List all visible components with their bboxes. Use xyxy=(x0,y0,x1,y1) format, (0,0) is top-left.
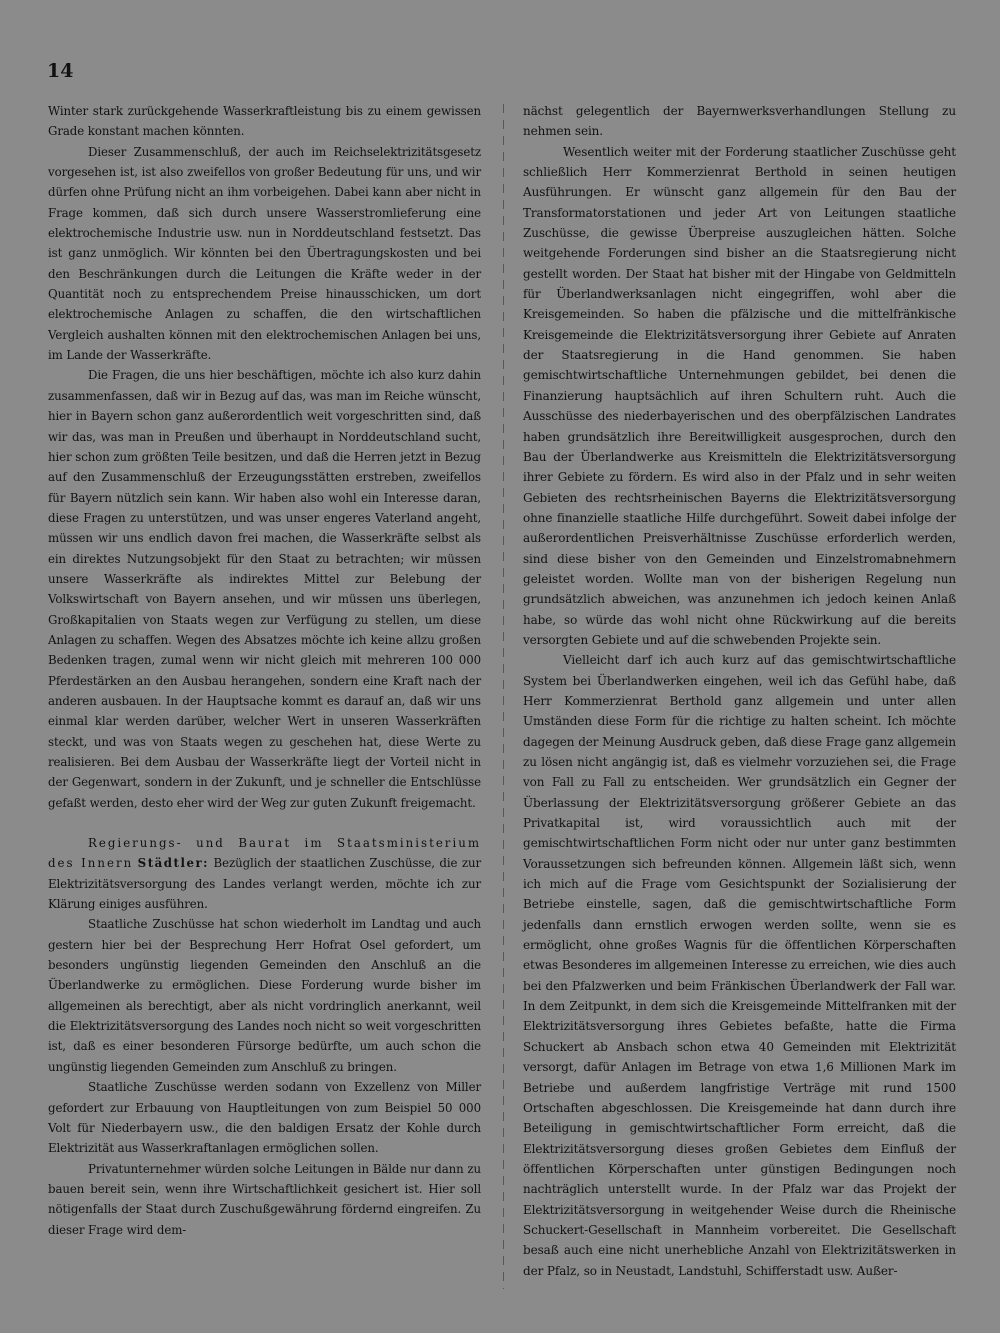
speaker-name: Städtler: xyxy=(137,856,210,871)
paragraph: nächst gelegentlich der Bayernwerksverhandlungen Stellung zu nehmen sein. xyxy=(523,104,956,139)
speaker-paragraph xyxy=(48,833,481,914)
speaker-title: Regierungs- und Baurat im Staatsministerium des Innern xyxy=(48,836,481,871)
page-number: 14 xyxy=(47,60,74,82)
left-column xyxy=(48,101,481,1240)
speaker-text: Bezüglich der staatlichen Zuschüsse, die zur Elektrizitätsversorgung des Landes verlangt werden, möchte ich zur Klärung einiges ausführen. xyxy=(48,856,481,912)
spacer xyxy=(48,813,481,833)
right-column xyxy=(523,101,956,1281)
paragraph: Wesentlich weiter mit der Forderung staatlicher Zuschüsse geht schließlich Herr Kommerzienrat Berthold in seinen heutigen Ausführungen. Er wünscht ganz allgemein für den Bau der Transformatorstationen und jeder Art von Leitungen staatliche Zuschüsse, die gewisse Überpreise auszugleichen hätten. Solche weitgehende Forderungen sind bisher an die Staatsregierung nicht gestellt worden. Der Staat hat bisher mit der Hingabe von Geldmitteln für Überlandwerksanlagen nicht eingegriffen, wohl aber die Kreisgemeinden. So haben die pfälzische und die mittelfränkische Kreisgemeinde die Elektrizitätsversorgung ihrer Gebiete auf Anraten der Staatsregierung in die Hand genommen. Sie haben gemischtwirtschaftliche Unternehmungen gebildet, bei denen die Finanzierung hauptsächlich auf ihren Schultern ruht. Auch die Ausschüsse des niederbayerischen und des oberpfälzischen Landrates haben grundsätzlich ihre Bereitwilligkeit ausgesprochen, durch den Bau der Überlandwerke aus Kreismitteln die Elektrizitätsversorgung ihrer Gebiete zu fördern. Es wird also in der Pfalz und in sehr weiten Gebieten des rechtsrheinischen Bayerns die Elektrizitätsversorgung ohne finanzielle staatliche Hilfe durchgeführt. Soweit dabei infolge der außerordentlichen Preisverhältnisse Zuschüsse erforderlich werden, sind diese bisher von den Gemeinden und Einzelstromabnehmern geleistet worden. Wollte man von der bisherigen Regelung nun grundsätzlich abweichen, was anzunehmen ich jedoch keinen Anlaß habe, so würde das wohl nicht ohne Rückwirkung auf die bereits versorgten Gebiete und auf die schwebenden Projekte sein. xyxy=(523,144,956,647)
paragraph: Staatliche Zuschüsse hat schon wiederholt im Landtag und auch gestern hier bei der Besprechung Herr Hofrat Osel gefordert, um besonders ungünstig liegenden Gemeinden den Anschluß an die Überlandwerke zu ermöglichen. Diese Forderung wurde bisher im allgemeinen als berechtigt, aber als nicht vordringlich anerkannt, weil die Elektrizitätsversorgung des Landes noch nicht so weit vorgeschritten ist, daß es einer besonderen Fürsorge bedürfte, um auch schon die ungünstig liegenden Gemeinden zum Anschluß zu bringen. xyxy=(48,917,481,1074)
paragraph: Die Fragen, die uns hier beschäftigen, möchte ich also kurz dahin zusammenfassen, daß wir in Bezug auf das, was man im Reiche wünscht, hier in Bayern schon ganz außerordentlich weit vorgeschritten sind, daß wir das, was man in Preußen und überhaupt in Norddeutschland sucht, hier schon zum größten Teile besitzen, und daß die Herren jetzt in Bezug auf den Zusammenschluß der Erzeugungsstätten erstreben, zweifellos für Bayern nützlich sein kann. Wir haben also wohl ein Interesse daran, diese Fragen zu unterstützen, und was unser engeres Vaterland angeht, müssen wir uns endlich davon frei machen, die Wasserkräfte selbst als ein direktes Nutzungsobjekt für den Staat zu betrachten; wir müssen unsere Wasserkräfte als indirektes Mittel zur Belebung der Volkswirtschaft von Bayern ansehen, und wir müssen uns überlegen, Großkapitalien von Staats wegen zur Verfügung zu stellen, um diese Anlagen zu schaffen. Wegen des Absatzes möchte ich keine allzu großen Bedenken tragen, zumal wenn wir nicht gleich mit mehreren 100 000 Pferdestärken an den Ausbau herangehen, sondern eine Kraft nach der anderen ausbauen. In der Hauptsache kommt es darauf an, daß wir uns einmal klar werden darüber, welcher Wert in unseren Wasserkräften steckt, und was von Staats wegen zu geschehen hat, diese Werte zu realisieren. Bei dem Ausbau der Wasserkräfte liegt der Vorteil nicht in der Gegenwart, sondern in der Zukunft, und je schneller die Entschlüsse gefaßt werden, desto eher wird der Weg zur guten Zukunft freigemacht. xyxy=(48,368,481,810)
paragraph: Vielleicht darf ich auch kurz auf das gemischtwirtschaftliche System bei Überlandwerken eingehen, weil ich das Gefühl habe, daß Herr Kommerzienrat Berthold ganz allgemein und unter allen Umständen diese Form für die richtige zu halten scheint. Ich möchte dagegen der Meinung Ausdruck geben, daß diese Frage ganz allgemein zu lösen nicht angängig ist, daß es vielmehr vorzuziehen sei, die Frage von Fall zu Fall zu entscheiden. Wer grundsätzlich ein Gegner der Überlassung der Elektrizitätsversorgung größerer Gebiete an das Privatkapital ist, wird voraussichtlich auch mit der gemischtwirtschaftlichen Form nicht oder nur unter ganz bestimmten Voraussetzungen sich befreunden können. Allgemein läßt sich, wenn ich mich auf die Frage vom Gesichtspunkt der Sozialisierung der Betriebe einstelle, sagen, daß die gemischtwirtschaftliche Form jedenfalls dann ernstlich erwogen werden sollte, wenn sie es ermöglicht, ohne großes Wagnis für die öffentlichen Körperschaften etwas Besonderes im allgemeinen Interesse zu erreichen, wie dies auch bei den Pfalzwerken und beim Fränkischen Überlandwerk der Fall war. In dem Zeitpunkt, in dem sich die Kreisgemeinde Mittelfranken mit der Elektrizitätsversorgung ihres Gebietes befaßte, hatte die Firma Schuckert ab Ansbach schon etwa 40 Gemeinden mit Elektrizität versorgt, dafür Anlagen im Betrage von etwa 1,6 Millionen Mark im Betriebe und außerdem langfristige Verträge mit rund 1500 Ortschaften abgeschlossen. Die Kreisgemeinde hat dann durch ihre Beteiligung in gemischtwirtschaftlicher Form erreicht, daß die Elektrizitätsversorgung dieses großen Gebietes dem Einfluß der öffentlichen Körperschaften unter günstigen Bedingungen noch nachträglich unterstellt wurde. In der Pfalz war das Projekt der Elektrizitätsversorgung in weitgehender Weise durch die Rheinische Schuckert-Gesellschaft in Mannheim vorbereitet. Die Gesellschaft besaß auch eine nicht unerhebliche Anzahl von Elektrizitätswerken in der Pfalz, so in Neustadt, Landstuhl, Schifferstadt usw. Außer- xyxy=(523,653,956,1278)
paragraph: Dieser Zusammenschluß, der auch im Reichselektrizitätsgesetz vorgesehen ist, ist also zweifellos von großer Bedeutung für uns, und wir dürfen ohne Prüfung nicht an ihm vorbeigehen. Dabei kann aber nicht in Frage kommen, daß sich durch unsere Wasserstromlieferung eine elektrochemische Industrie usw. nun in Norddeutschland festsetzt. Das ist ganz unmöglich. Wir könnten bei den Übertragungskosten und bei den Beschränkungen durch die Leitungen die Kräfte weder in der Quantität noch zu entsprechendem Preise hinausschicken, um dort elektrochemische Anlagen zu schaffen, die den wirtschaftlichen Vergleich aushalten können mit den elektrochemischen Anlagen bei uns, im Lande der Wasserkräfte. xyxy=(48,144,481,363)
paragraph: Staatliche Zuschüsse werden sodann von Exzellenz von Miller gefordert zur Erbauung von Hauptleitungen von zum Beispiel 50 000 Volt für Niederbayern usw., die den baldigen Ersatz der Kohle durch Elektrizität aus Wasserkraftanlagen ermöglichen sollen. xyxy=(48,1080,481,1156)
paragraph: Winter stark zurückgehende Wasserkraftleistung bis zu einem gewissen Grade konstant machen könnten. xyxy=(48,104,481,139)
column-divider xyxy=(503,104,504,1289)
paragraph: Privatunternehmer würden solche Leitungen in Bälde nur dann zu bauen bereit sein, wenn ihre Wirtschaftlichkeit gesichert ist. Hier soll nötigenfalls der Staat durch Zuschußgewährung fördernd eingreifen. Zu dieser Frage wird dem- xyxy=(48,1161,481,1237)
